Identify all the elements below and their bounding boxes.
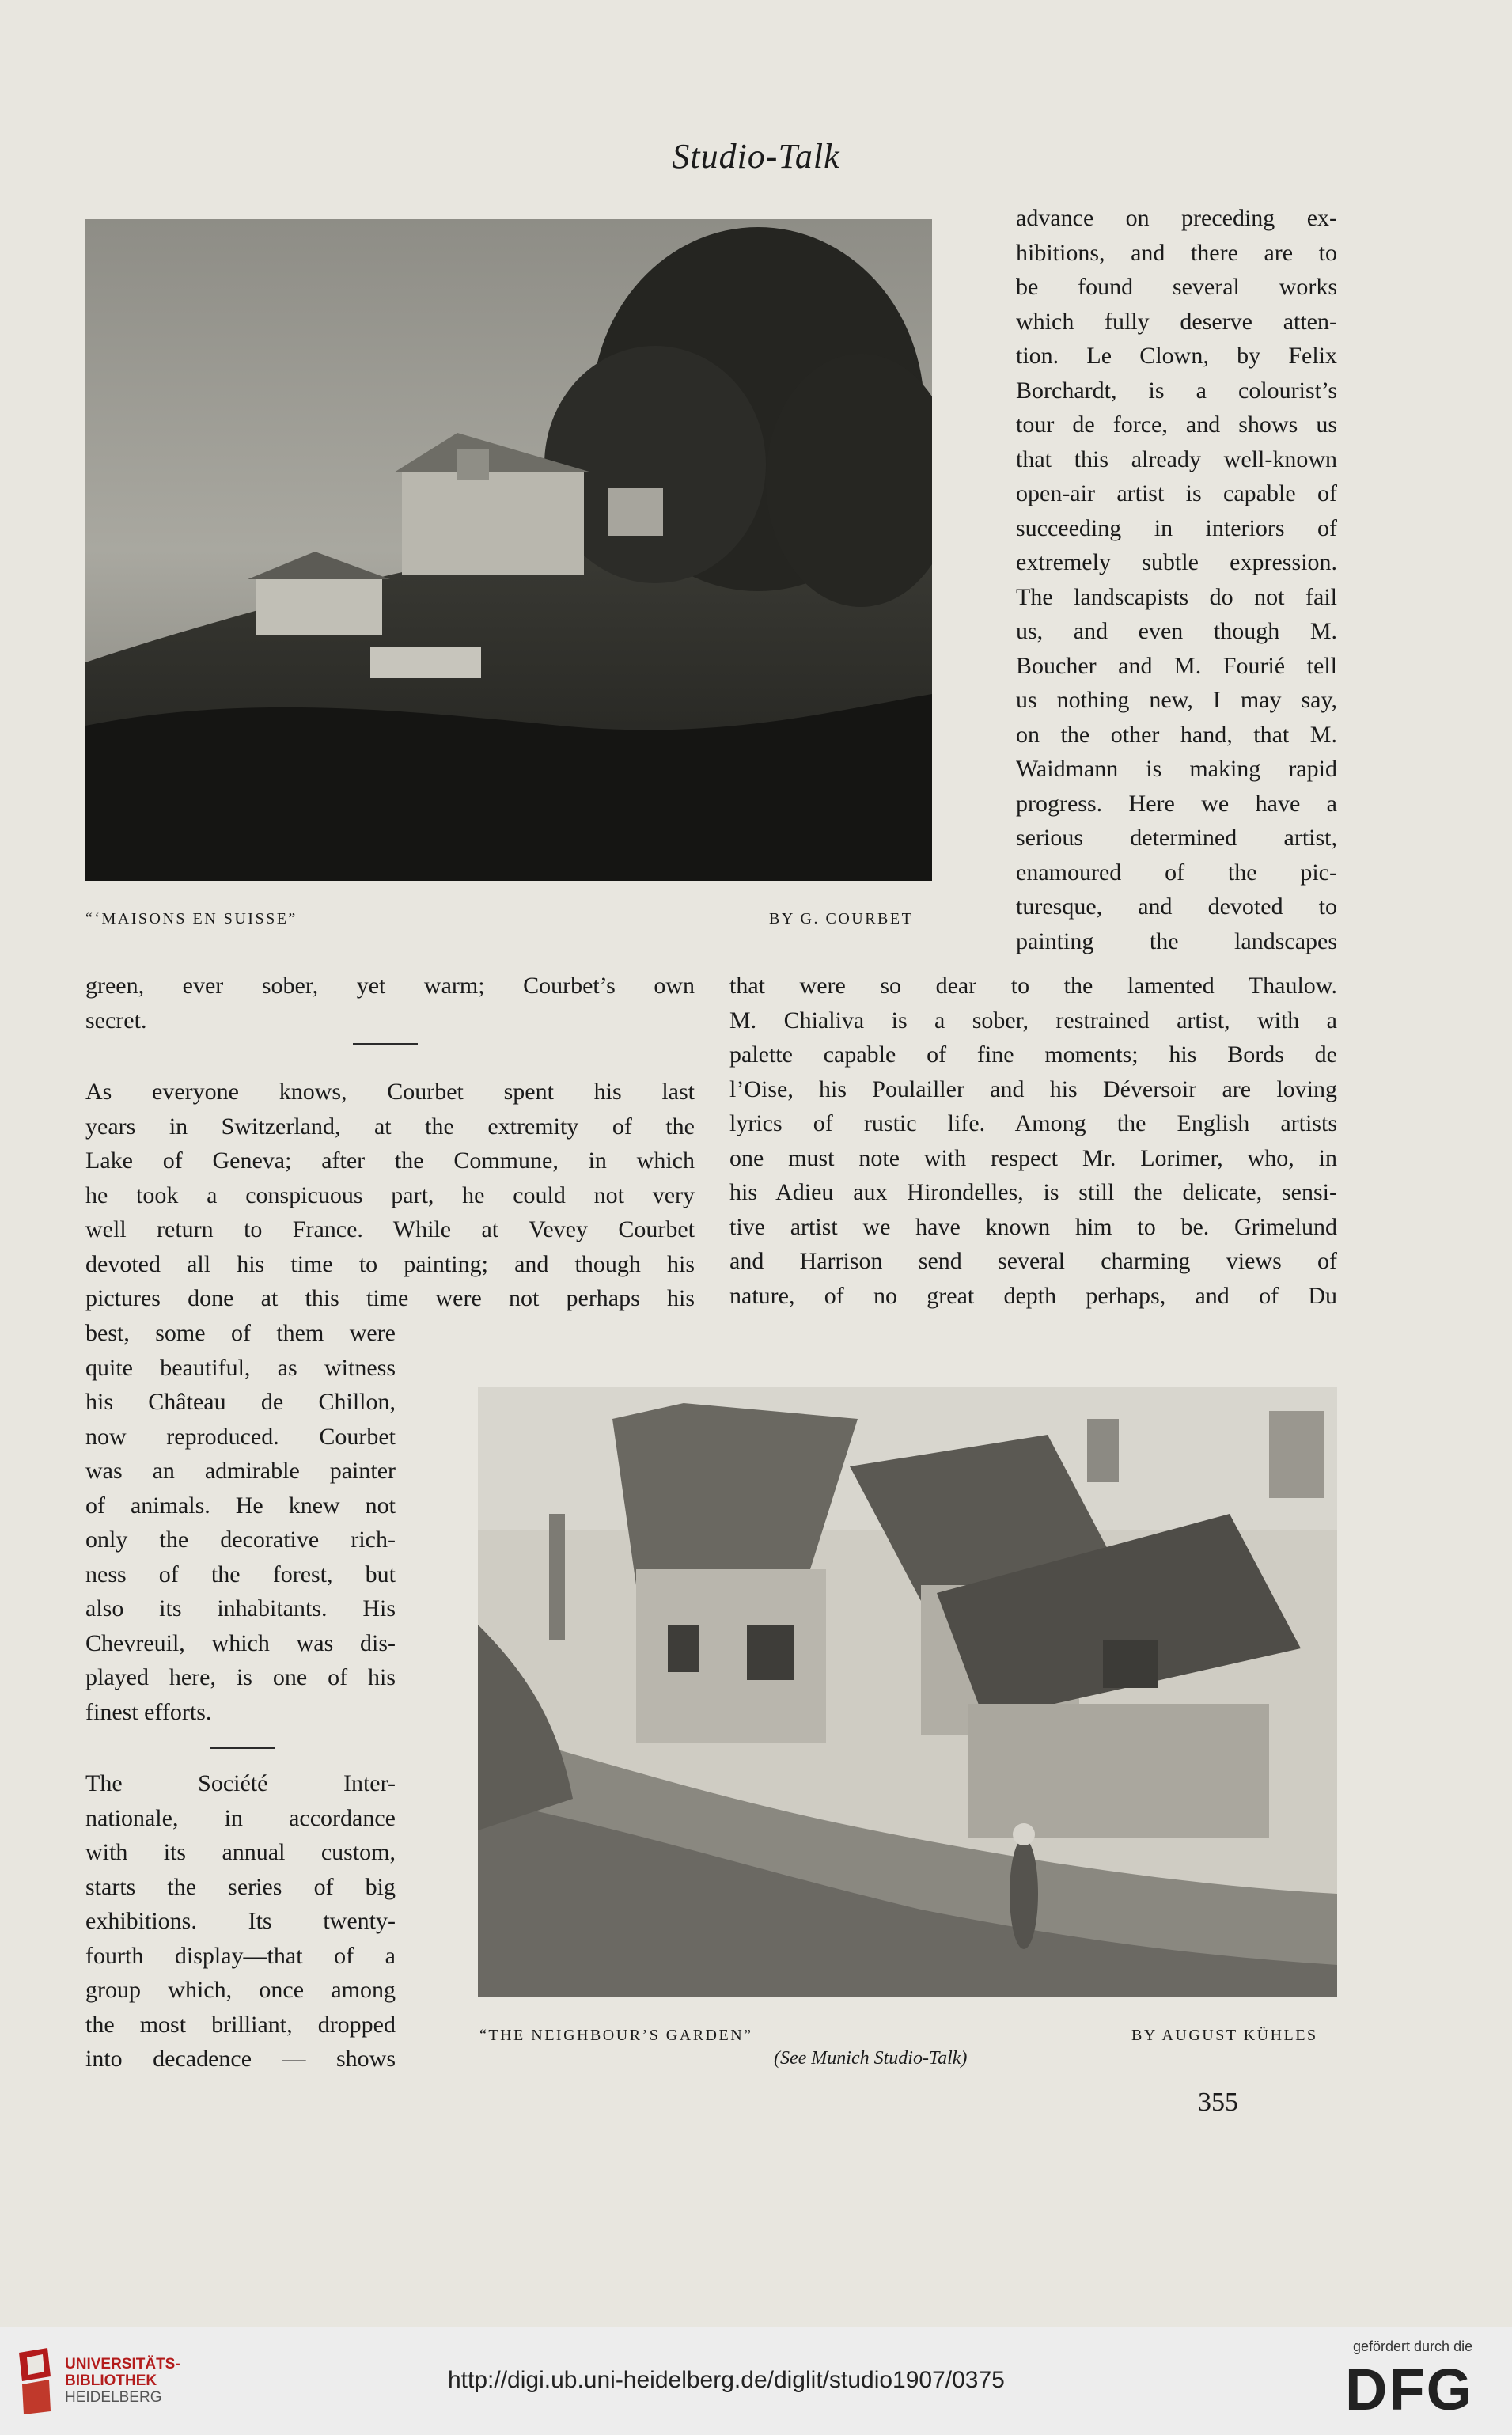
left-column-b <box>85 1075 695 1316</box>
text-line: only the decorative rich- <box>85 1527 396 1553</box>
text-line: best, some of them were <box>85 1320 396 1346</box>
library-line-2: BIBLIOTHEK <box>65 2372 157 2389</box>
running-header: Studio-Talk <box>672 137 840 176</box>
text-line: into decadence — shows <box>85 2046 396 2072</box>
text-line: of animals. He knew not <box>85 1492 396 1519</box>
text-line: Boucher and M. Fourié tell <box>1016 652 1337 679</box>
text-line: The landscapists do not fail <box>1016 583 1337 610</box>
text-line: that this already well-known <box>1016 446 1337 472</box>
text-line: one must note with respect Mr. Lorimer, who, in <box>729 1144 1337 1171</box>
text-line: and Harrison send several charming views of <box>729 1248 1337 1274</box>
figure1-caption-artist: BY G. COURBET <box>769 910 914 927</box>
section-divider <box>210 1747 275 1749</box>
text-line: progress. Here we have a <box>1016 790 1337 817</box>
text-line: Borchardt, is a colourist’s <box>1016 377 1337 404</box>
text-line: also its inhabitants. His <box>85 1595 396 1621</box>
text-line: green, ever sober, yet warm; Courbet’s own <box>85 973 695 999</box>
text-line: fourth display—that of a <box>85 1942 396 1969</box>
text-line: serious determined artist, <box>1016 825 1337 851</box>
library-line-3: HEIDELBERG <box>65 2389 162 2406</box>
text-line: well return to France. While at Vevey Courbet <box>85 1216 695 1242</box>
text-line: finest efforts. <box>85 1698 212 1725</box>
section-divider <box>353 1043 418 1045</box>
figure2-cross-reference: (See Munich Studio-Talk) <box>774 2048 968 2069</box>
text-line: Lake of Geneva; after the Commune, in which <box>85 1147 695 1174</box>
paragraph-left-a <box>85 969 695 1037</box>
text-line: exhibitions. Its twenty- <box>85 1908 396 1934</box>
text-line: nationale, in accordance <box>85 1804 396 1831</box>
dfg-logo: DFG <box>1345 2357 1474 2422</box>
text-line: starts the series of big <box>85 1873 396 1900</box>
paragraph-left-d <box>85 1766 396 2077</box>
paragraph-right-top <box>1016 201 1337 958</box>
text-line: ness of the forest, but <box>85 1561 396 1587</box>
text-line: devoted all his time to painting; and though his <box>85 1250 695 1277</box>
text-line: The Société Inter- <box>85 1770 396 1796</box>
text-line: played here, is one of his <box>85 1664 396 1690</box>
figure1-caption-title: “‘MAISONS EN SUISSE” <box>85 910 297 927</box>
text-line: us nothing new, I may say, <box>1016 687 1337 713</box>
page-number: 355 <box>1198 2088 1238 2117</box>
right-column-top <box>1016 201 1337 958</box>
landscape-painting-image <box>85 219 932 881</box>
text-line: us, and even though M. <box>1016 618 1337 644</box>
figure2-caption-title: “THE NEIGHBOUR’S GARDEN” <box>479 2027 753 2044</box>
text-line: years in Switzerland, at the extremity of the <box>85 1113 695 1140</box>
text-line: tour de force, and shows us <box>1016 412 1337 438</box>
text-line: the most brilliant, dropped <box>85 2011 396 2038</box>
text-line: that were so dear to the lamented Thaulow. <box>729 973 1337 999</box>
text-line: group which, once among <box>85 1977 396 2003</box>
text-line: hibitions, and there are to <box>1016 239 1337 266</box>
paragraph-left-c <box>85 1316 396 1729</box>
text-line: was an admirable painter <box>85 1458 396 1484</box>
university-library-logo-icon <box>16 2345 54 2414</box>
text-line: pictures done at this time were not perhaps his <box>85 1285 695 1311</box>
text-line: secret. <box>85 1007 147 1034</box>
text-line: succeeding in interiors of <box>1016 514 1337 541</box>
text-line: advance on preceding ex- <box>1016 205 1337 231</box>
text-line: palette capable of fine moments; his Bords de <box>729 1041 1337 1068</box>
text-line: M. Chialiva is a sober, restrained artist, with a <box>729 1007 1337 1034</box>
digitization-footer <box>0 2327 1512 2435</box>
university-library-name <box>65 2356 180 2406</box>
text-line: enamoured of the pic- <box>1016 859 1337 886</box>
permalink-url[interactable]: http://digi.ub.uni-heidelberg.de/diglit/studio1907/0375 <box>448 2367 1005 2393</box>
text-line: tion. Le Clown, by Felix <box>1016 343 1337 369</box>
paragraph-left-b <box>85 1075 695 1316</box>
figure2-caption-artist: BY AUGUST KÜHLES <box>1131 2027 1318 2044</box>
figure-maisons-en-suisse <box>85 219 932 881</box>
text-line: turesque, and devoted to <box>1016 893 1337 920</box>
text-line: Chevreuil, which was dis- <box>85 1629 396 1656</box>
funding-note: gefördert durch die <box>1353 2338 1473 2354</box>
text-line: be found several works <box>1016 274 1337 300</box>
text-line: his Adieu aux Hirondelles, is still the delicate, sensi- <box>729 1179 1337 1205</box>
text-line: nature, of no great depth perhaps, and of Du <box>729 1282 1337 1309</box>
text-line: open-air artist is capable of <box>1016 480 1337 506</box>
text-line: l’Oise, his Poulailler and his Déversoir are loving <box>729 1075 1337 1102</box>
left-column-c <box>85 1316 396 1729</box>
text-line: which fully deserve atten- <box>1016 308 1337 335</box>
right-column-mid <box>729 969 1337 1313</box>
text-line: his Château de Chillon, <box>85 1389 396 1415</box>
left-column-a <box>85 969 695 1037</box>
text-line: now reproduced. Courbet <box>85 1423 396 1450</box>
text-line: tive artist we have known him to be. Grimelund <box>729 1213 1337 1240</box>
paragraph-right-mid <box>729 969 1337 1313</box>
text-line: quite beautiful, as witness <box>85 1354 396 1381</box>
text-line: with its annual custom, <box>85 1839 396 1865</box>
text-line: he took a conspicuous part, he could not very <box>85 1181 695 1208</box>
text-line: As everyone knows, Courbet spent his last <box>85 1079 695 1105</box>
left-column-d <box>85 1766 396 2077</box>
text-line: lyrics of rustic life. Among the English artists <box>729 1110 1337 1136</box>
text-line: painting the landscapes <box>1016 927 1337 954</box>
text-line: Waidmann is making rapid <box>1016 756 1337 782</box>
garden-drawing-image <box>478 1387 1337 1997</box>
text-line: extremely subtle expression. <box>1016 549 1337 575</box>
figure-neighbours-garden <box>478 1387 1337 1997</box>
library-line-1: UNIVERSITÄTS- <box>65 2356 180 2372</box>
text-line: on the other hand, that M. <box>1016 721 1337 748</box>
